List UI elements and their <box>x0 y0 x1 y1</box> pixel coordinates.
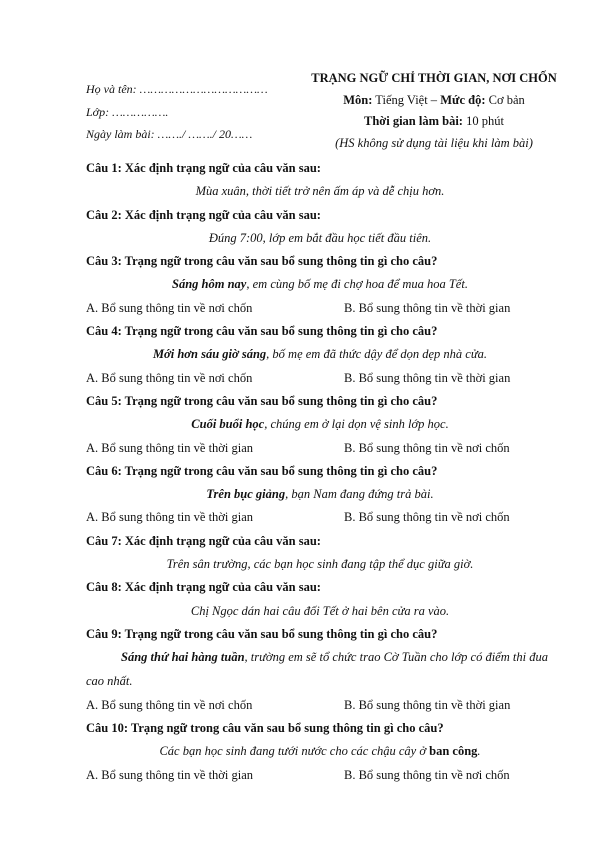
adverbial-phrase: Sáng thứ hai hàng tuần <box>121 650 245 665</box>
question-sentence: Mùa xuân, thời tiết trở nên ấm áp và dễ chịu hơn. <box>195 184 445 199</box>
option-a[interactable]: A. Bổ sung thông tin về nơi chốn <box>86 697 253 712</box>
option-a[interactable]: A. Bổ sung thông tin về thời gian <box>86 510 254 525</box>
subject-value: Tiếng Việt – <box>375 92 438 107</box>
class-line: Lớp: ……………. <box>86 104 169 119</box>
answer-options <box>86 367 554 390</box>
question-label: Câu 8: Xác định trạng ngữ của câu văn sau: <box>86 580 321 595</box>
question-label: Câu 7: Xác định trạng ngữ của câu văn sau: <box>86 533 321 548</box>
adverbial-phrase: Trên bục giảng <box>206 487 286 502</box>
adverbial-phrase: Sáng hôm nay <box>172 277 247 292</box>
question-label: Câu 2: Xác định trạng ngữ của câu văn sau: <box>86 207 321 222</box>
sentence-rest: , trường em sẽ tổ chức trao Cờ Tuần cho lớp có điểm thi đua cao nhất. <box>86 650 548 688</box>
option-b[interactable]: B. Bổ sung thông tin về thời gian <box>344 697 511 712</box>
sentence-start: Các bạn học sinh đang tưới nước cho các chậu cây ở <box>159 744 430 759</box>
question-sentence <box>86 483 554 506</box>
time-label: Thời gian làm bài: <box>364 114 463 128</box>
answer-options <box>86 694 554 717</box>
subject-label: Môn: <box>343 92 373 107</box>
date-line: Ngày làm bài: ……./ ……./ 20…… <box>86 127 253 141</box>
question-label: Câu 3: Trạng ngữ trong câu văn sau bổ sung thông tin gì cho câu? <box>86 254 438 269</box>
option-b[interactable]: B. Bổ sung thông tin về nơi chốn <box>344 510 510 525</box>
questions-list <box>86 157 554 787</box>
question-sentence <box>86 740 554 763</box>
sentence-end: . <box>477 744 481 759</box>
question-label: Câu 4: Trạng ngữ trong câu văn sau bổ sung thông tin gì cho câu? <box>86 324 438 339</box>
option-b[interactable]: B. Bổ sung thông tin về nơi chốn <box>344 767 510 782</box>
question-sentence: Chị Ngọc dán hai câu đối Tết ở hai bên cửa ra vào. <box>190 603 450 618</box>
option-a[interactable]: A. Bổ sung thông tin về nơi chốn <box>86 370 253 385</box>
sentence-rest: , chúng em ở lại dọn vệ sinh lớp học. <box>264 417 449 432</box>
time-value: 10 phút <box>466 114 504 128</box>
option-b[interactable]: B. Bổ sung thông tin về thời gian <box>344 370 511 385</box>
sentence-rest: , bạn Nam đang đứng trả bài. <box>285 487 434 502</box>
question-label: Câu 9: Trạng ngữ trong câu văn sau bổ sung thông tin gì cho câu? <box>86 626 438 641</box>
option-b[interactable]: B. Bổ sung thông tin về nơi chốn <box>344 440 510 455</box>
worksheet-header <box>300 68 568 154</box>
level-label: Mức độ: <box>440 92 486 107</box>
exam-note: (HS không sử dụng tài liệu khi làm bài) <box>335 135 533 150</box>
time-line <box>300 111 568 133</box>
question-sentence <box>86 413 554 436</box>
question-sentence <box>86 646 554 693</box>
option-a[interactable]: A. Bổ sung thông tin về thời gian <box>86 440 254 455</box>
level-value: Cơ bản <box>488 92 525 107</box>
adverbial-phrase: Mới hơn sáu giờ sáng <box>152 347 267 362</box>
answer-options <box>86 506 554 529</box>
question-sentence <box>86 343 554 366</box>
adverbial-phrase: Cuối buổi học <box>191 417 265 432</box>
adverbial-phrase: ban công <box>429 744 478 759</box>
question-sentence: Đúng 7:00, lớp em bắt đầu học tiết đầu tiên. <box>208 230 432 245</box>
option-a[interactable]: A. Bổ sung thông tin về thời gian <box>86 767 254 782</box>
question-sentence: Trên sân trường, các bạn học sinh đang tập thể dục giữa giờ. <box>166 557 474 572</box>
worksheet-title: TRẠNG NGỮ CHỈ THỜI GIAN, NƠI CHỐN <box>311 71 557 85</box>
question-label: Câu 10: Trạng ngữ trong câu văn sau bổ sung thông tin gì cho câu? <box>86 721 444 736</box>
answer-options <box>86 297 554 320</box>
sentence-rest: , em cùng bố mẹ đi chợ hoa để mua hoa Tết. <box>246 277 468 292</box>
question-label: Câu 1: Xác định trạng ngữ của câu văn sau: <box>86 161 321 175</box>
answer-options <box>86 764 554 787</box>
option-a[interactable]: A. Bổ sung thông tin về nơi chốn <box>86 300 253 315</box>
name-line: Họ và tên: ……………………………… <box>86 82 268 96</box>
answer-options <box>86 437 554 460</box>
student-info-block <box>86 78 268 146</box>
sentence-rest: , bố mẹ em đã thức dậy để dọn dẹp nhà cửa. <box>266 347 488 362</box>
question-label: Câu 5: Trạng ngữ trong câu văn sau bổ sung thông tin gì cho câu? <box>86 393 438 408</box>
question-label: Câu 6: Trạng ngữ trong câu văn sau bổ sung thông tin gì cho câu? <box>86 463 438 478</box>
question-sentence <box>86 273 554 296</box>
option-b[interactable]: B. Bổ sung thông tin về thời gian <box>344 300 511 315</box>
subject-line <box>300 90 568 112</box>
